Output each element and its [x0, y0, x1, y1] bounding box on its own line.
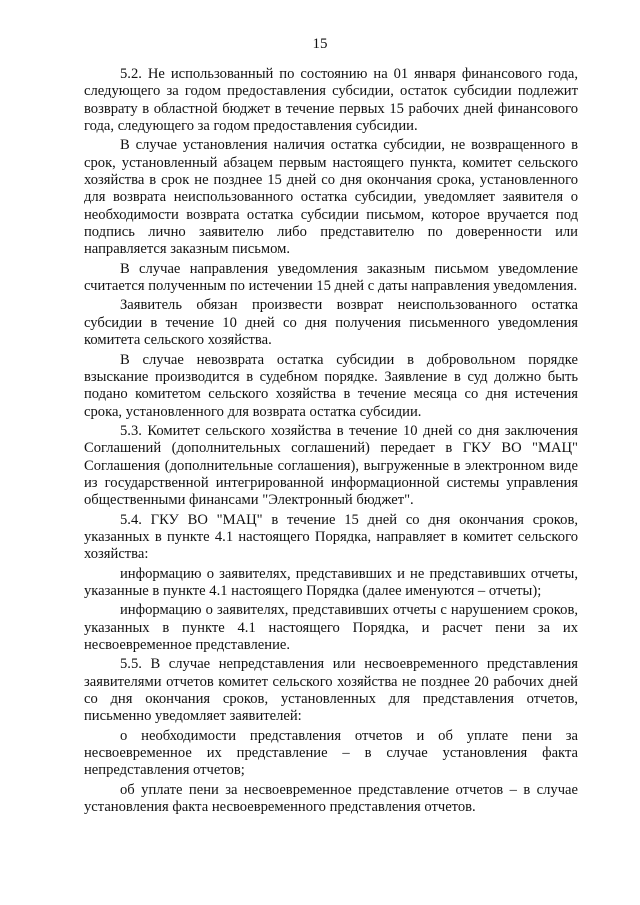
paragraph-notice-late-reports: об уплате пени за несвоевременное представление отчетов – в случае установления факта несвоевременного представления отчетов. — [84, 781, 578, 816]
paragraph-5-3: 5.3. Комитет сельского хозяйства в течение 10 дней со дня заключения Соглашений (дополнительных соглашений) передает в ГКУ ВО "МАЦ" Соглашения (дополнительные соглашения), выгруженные в электронном виде из государственной интегрированной информационной системы управления общественными финансами "Электронный бюджет". — [84, 422, 578, 509]
paragraph-remainder-notice: В случае установления наличия остатка субсидии, не возвращенного в срок, установленный абзацем первым настоящего пункта, комитет сельского хозяйства в срок не позднее 15 дней со дня окончания срока, установленного для возврата неиспользованного остатка субсидии, уведомляет заявителя о необходимости возврата остатка субсидии письмом, которое вручается под подпись лично заявителю либо представителю по доверенности или направляется заказным письмом. — [84, 137, 578, 258]
page-number: 15 — [312, 36, 328, 52]
paragraph-5-4: 5.4. ГКУ ВО "МАЦ" в течение 15 дней со дня окончания сроков, указанных в пункте 4.1 настоящего Порядка, направляет в комитет сельского хозяйства: — [84, 511, 578, 563]
document-body — [84, 66, 578, 818]
paragraph-notice-missing-reports: о необходимости представления отчетов и об уплате пени за несвоевременное их представление – в случае установления факта непредставления отчетов; — [84, 727, 578, 779]
paragraph-info-late-reports: информацию о заявителях, представивших отчеты с нарушением сроков, указанных в пункте 4.1 настоящего Порядка, и расчет пени за их несвоевременное представление. — [84, 602, 578, 653]
paragraph-info-reports: информацию о заявителях, представивших и не представивших отчеты, указанные в пункте 4.1 настоящего Порядка (далее именуются – отчеты); — [84, 565, 578, 599]
paragraph-5-2: 5.2. Не использованный по состоянию на 01 января финансового года, следующего за годом предоставления субсидии, остаток субсидии подлежит возврату в областной бюджет в течение первых 15 рабочих дней финансового года, следующего за годом предоставления субсидии. — [84, 66, 578, 135]
paragraph-court-recovery: В случае невозврата остатка субсидии в добровольном порядке взыскание производится в судебном порядке. Заявление в суд должно быть подано комитетом сельского хозяйства в течение месяца со дня истечения срока, установленного для возврата остатка субсидии. — [84, 351, 578, 420]
paragraph-refund-obligation: Заявитель обязан произвести возврат неиспользованного остатка субсидии в течение 10 дней со дня получения письменного уведомления комитета сельского хозяйства. — [84, 297, 578, 349]
paragraph-registered-mail: В случае направления уведомления заказным письмом уведомление считается полученным по истечении 15 дней с даты направления уведомления. — [84, 260, 578, 295]
paragraph-5-5: 5.5. В случае непредставления или несвоевременного представления заявителями отчетов комитет сельского хозяйства не позднее 20 рабочих дней со дня окончания сроков, установленных для представления отчетов, письменно уведомляет заявителей: — [84, 656, 578, 725]
